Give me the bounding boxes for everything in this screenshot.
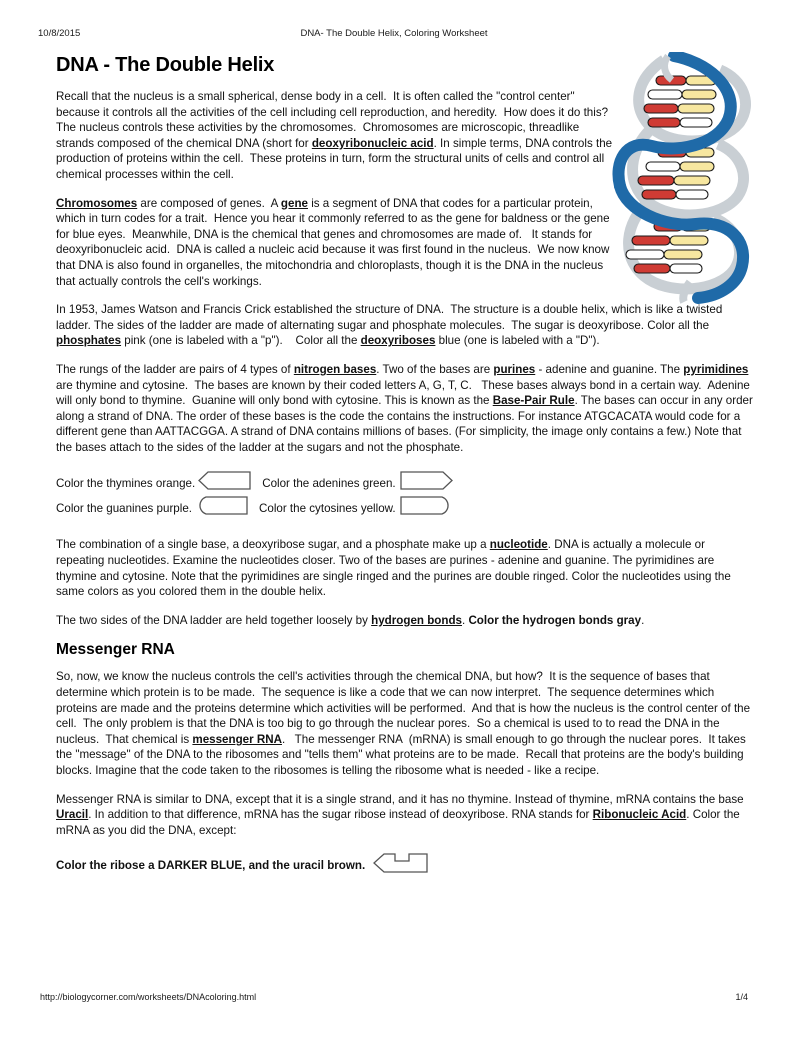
text-run: . [461,613,469,627]
keyword-uracil: Uracil [56,808,89,822]
text-run: . The bases can occur in any order along a strand of DNA. The order of these bases is the code the contains the instructions. For instance ATGCACATA would code for a different gene than AATTACGGA. A strand of DNA contains millions of bases. (For simplicity, the image only contains a few.) Note that the bases attach to the sides of the ladder at the sugars and not the phosphate. [56,394,757,454]
instruction-color-ribose-uracil [56,859,365,872]
paragraph-chromosomes-genes [56,196,614,290]
thymine-base-shape-icon[interactable] [198,471,252,495]
paragraph-nucleus-intro [56,89,614,183]
page-title: DNA - The Double Helix [56,54,275,76]
text-run: . [361,859,366,873]
text-run: - adenine and guanine. The [535,362,684,376]
text-run: . In addition to that difference, mRNA has the sugar ribose instead of deoxyribose. RNA stands for [88,808,593,822]
keyword-ribonucleic-acid: Ribonucleic Acid [592,808,687,822]
color-instruction-thymine: Color the thymines orange. [56,476,196,490]
guanine-base-shape-icon[interactable] [195,496,249,520]
adenine-base-shape-icon[interactable] [399,471,453,495]
ribose-coloring-instruction [56,852,756,879]
text-run: The two sides of the DNA ladder are held together loosely by [56,613,372,627]
coloring-key-row-1 [56,471,486,495]
keyword-nitrogen-bases: nitrogen bases [293,362,377,376]
keyword-pyrimidines: pyrimidines [683,362,749,376]
keyword-purines: purines [493,362,536,376]
color-instruction-adenine: Color the adenines green. [262,476,396,490]
uracil-base-shape-icon[interactable] [373,852,429,879]
keyword-chromosomes: Chromosomes [56,196,138,210]
section-title-messenger-rna: Messenger RNA [56,641,175,659]
text-run: The combination of a single base, a deoxyribose sugar, and a phosphate make up a [56,538,490,552]
print-footer-url: http://biologycorner.com/worksheets/DNAcoloring.html [40,992,257,1002]
text-run: . Color the mRNA as you did the DNA, except: [56,808,743,837]
keyword-hydrogen-bonds: hydrogen bonds [371,613,462,627]
coloring-key-row-2 [56,496,486,520]
paragraph-mrna-uracil [56,792,756,839]
keyword-phosphates: phosphates [56,334,122,348]
paragraph-nucleotide [56,537,756,599]
text-run: are composed of genes. A [137,196,281,210]
instruction-color-hydrogen-bonds: Color the hydrogen bonds gray [468,613,642,627]
color-instruction-guanine: Color the guanines purple. [56,501,192,515]
keyword-gene: gene [280,196,308,210]
text-run: . [641,613,645,627]
keyword-messenger-rna: messenger RNA [192,732,282,746]
coloring-key-block [56,471,486,523]
paragraph-nitrogen-bases [56,362,756,456]
keyword-base-pair-rule: Base-Pair Rule [492,394,575,408]
text-run: Color the ribose a DARKER BLUE, and the uracil brown [56,859,362,873]
keyword-nucleotide: nucleotide [489,538,548,552]
paragraph-mrna-sequence [56,669,756,778]
print-header [0,28,788,42]
print-header-title: DNA- The Double Helix, Coloring Worksheet [300,28,488,39]
print-footer [0,992,788,1006]
text-run: So, now, we know the nucleus controls the cell's activities through the chemical DNA, but how? It is the sequence of bases that determine which protein is to be made. The sequence is like a code that we can now interpret. The sequence determines which proteins are made and the proteins determine which activities will be performed. And that is how the nucleus is the control center of the cell. The only problem is that the DNA is too big to go through the nuclear pores. So a chemical is used to to read the DNA in the nucleus. That chemical is [56,670,754,746]
keyword-deoxyribonucleic-acid: deoxyribonucleic acid [311,136,434,150]
color-instruction-cytosine: Color the cytosines yellow. [259,501,396,515]
print-footer-page-number: 1/4 [735,992,748,1002]
text-run: . The messenger RNA (mRNA) is small enough to go through the nuclear pores. It takes the "message" of the DNA to the ribosomes and "tells them" what proteins are to be made. Recall that proteins are the body's building blocks. Imagine that the code taken to the ribosomes is telling the ribosome what is needed - like a recipe. [56,732,749,777]
text-run: blue (one is labeled with a "D"). [435,334,600,348]
text-run: Recall that the nucleus is a small spherical, dense body in a cell. It is often called the "control center" because it controls all the activities of the cell including cell reproduction, and heredity. How does it do this? The nucleus controls these activities by the chromosomes. Chromosomes are microscopic, threadlike strands composed of the chemical DNA (short for [56,90,615,150]
text-run: The rungs of the ladder are pairs of 4 types of [56,362,294,376]
text-run: In 1953, James Watson and Francis Crick established the structure of DNA. The structure is a double helix, which is like a twisted ladder. The sides of the ladder are made of alternating sugar and phosphate molecules. The sugar is deoxyribose. Color all the [56,303,726,332]
text-run: are thymine and cytosine. The bases are known by their coded letters A, G, T, C. These bases always bond in a certain way. Adenine will only bond to thymine. Guanine will only bond with cytosine. This is known as the [56,362,754,408]
text-run: . DNA is actually a molecule or repeating nucleotides. Examine the nucleotides closer. Two of the bases are purines - adenine and guanine. The pyrimidines are thymine and cytosine. Note that the pyrimidines are single ringed and the purines are double ringed. Color the nucleotides using the same colors as you colored them in the double helix. [56,538,735,599]
paragraph-watson-crick [56,302,756,349]
text-run: Messenger RNA is similar to DNA, except that it is a single strand, and it has no thymine. Instead of thymine, mRNA contains the base [56,792,747,806]
paragraph-hydrogen-bonds [56,613,756,629]
keyword-deoxyriboses: deoxyriboses [360,334,436,348]
text-run: pink (one is labeled with a "p"). Color all the [121,334,361,348]
text-run: is a segment of DNA that codes for a particular protein, which in turn codes for a trait. Hence you hear it commonly referred to as the gene for baldness or the gene for blue eyes. Meanwhile, DNA is the chemical that genes and chromosomes are made of. It stands for deoxyribonucleic acid. DNA is called a nucleic acid because it was first found in the nucleus. We now know that DNA is also found in organelles, the mitochondria and chloroplasts, though it is the DNA in the nucleus that actually controls the cell's workings. [56,196,613,288]
worksheet-content [56,54,756,879]
text-run: . In simple terms, DNA controls the production of proteins within the cell. These proteins in turn, form the structural units of cells and control all chemical processes within the cell. [56,136,616,181]
print-header-date: 10/8/2015 [38,28,81,39]
cytosine-base-shape-icon[interactable] [399,496,453,520]
text-run: . Two of the bases are [376,362,494,376]
